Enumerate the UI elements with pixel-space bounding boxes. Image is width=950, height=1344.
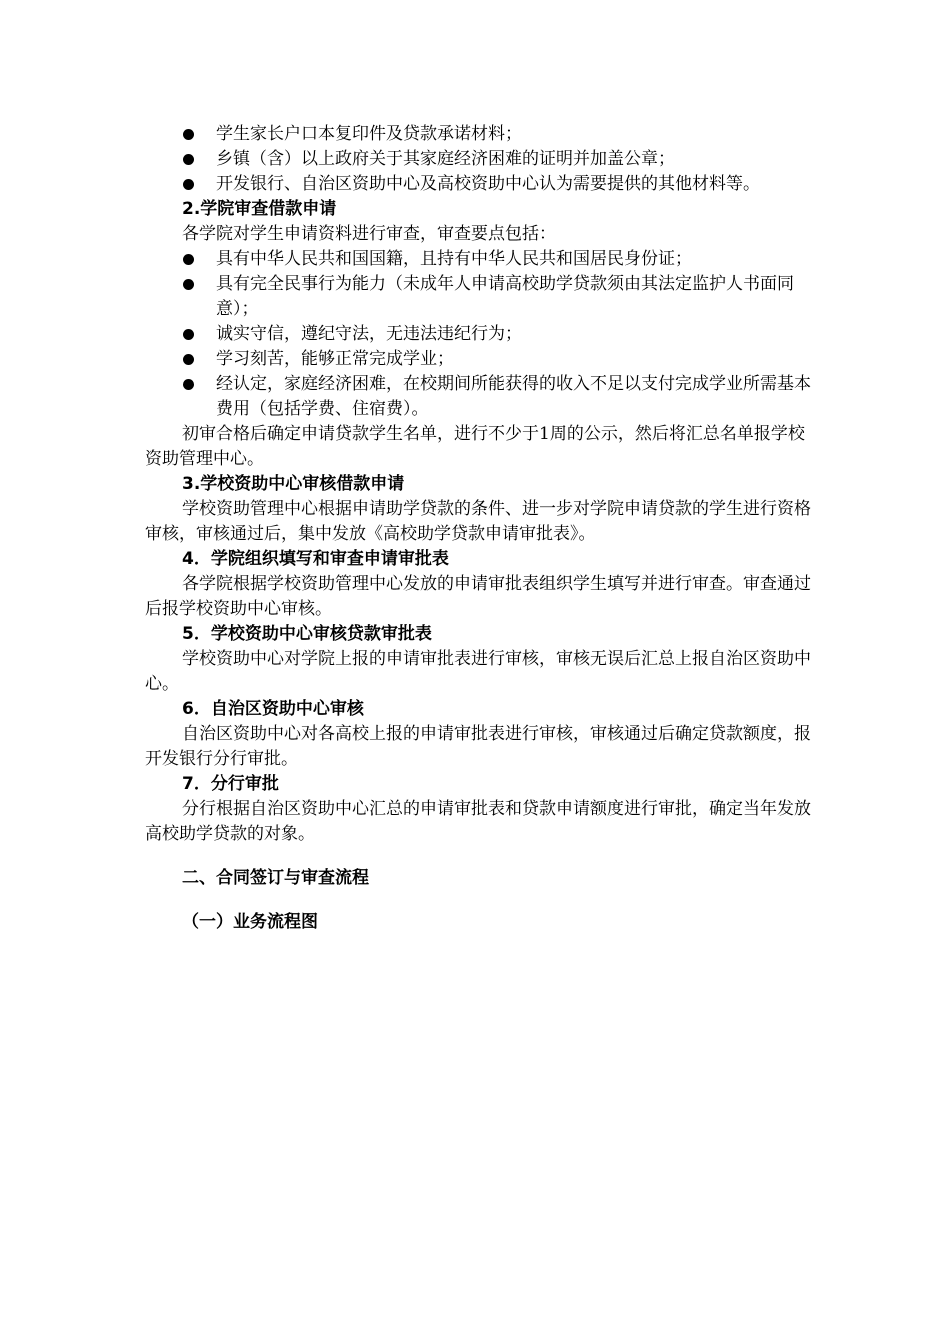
section-heading: 6．自治区资助中心审核 — [182, 699, 364, 719]
paragraph: 自治区资助中心对各高校上报的申请审批表进行审核，审核通过后确定贷款额度，报开发银行分行审批。 — [145, 724, 811, 769]
bullet-text: 诚实守信，遵纪守法，无违法违纪行为； — [216, 324, 522, 344]
section-heading: 3.学校资助中心审核借款申请 — [182, 474, 405, 494]
bullet-text: 开发银行、自治区资助中心及高校资助中心认为需要提供的其他材料等。 — [216, 174, 760, 194]
bullet-text: 具有中华人民共和国国籍，且持有中华人民共和国居民身份证； — [216, 249, 692, 269]
bullet-icon — [183, 154, 194, 165]
bullet-text: 学习刻苦，能够正常完成学业； — [216, 349, 454, 369]
bullet-item — [145, 347, 813, 372]
bullet-icon — [183, 329, 194, 340]
bullet-icon — [183, 129, 194, 140]
paragraph: 学校资助管理中心根据申请助学贷款的条件、进一步对学院申请贷款的学生进行资格审核，审核通过后，集中发放《高校助学贷款申请审批表》。 — [145, 499, 811, 544]
section-heading: 2.学院审查借款申请 — [182, 199, 337, 219]
bullet-icon — [183, 354, 194, 365]
spacer — [145, 891, 813, 910]
section-heading: 5．学校资助中心审核贷款审批表 — [182, 624, 432, 644]
bullet-text: 学生家长户口本复印件及贷款承诺材料； — [216, 124, 522, 144]
section-heading: 4．学院组织填写和审查申请审批表 — [182, 549, 449, 569]
bullet-item — [145, 122, 813, 147]
paragraph: 各学院根据学校资助管理中心发放的申请审批表组织学生填写并进行审查。审查通过后报学校资助中心审核。 — [145, 574, 811, 619]
bullet-item — [145, 272, 813, 322]
bullet-item — [145, 247, 813, 272]
paragraph: 初审合格后确定申请贷款学生名单，进行不少于1周的公示，然后将汇总名单报学校资助管理中心。 — [145, 424, 805, 469]
bullet-item — [145, 147, 813, 172]
part-heading: 二、合同签订与审查流程 — [182, 868, 369, 888]
paragraph: 分行根据自治区资助中心汇总的申请审批表和贷款申请额度进行审批，确定当年发放高校助学贷款的对象。 — [145, 799, 811, 844]
bullet-icon — [183, 179, 194, 190]
spacer — [145, 847, 813, 866]
bullet-icon — [183, 254, 194, 265]
bullet-text: 乡镇（含）以上政府关于其家庭经济困难的证明并加盖公章； — [216, 149, 675, 169]
bullet-item — [145, 172, 813, 197]
bullet-icon — [183, 279, 194, 290]
bullet-item — [145, 372, 813, 422]
sub-heading: （一）业务流程图 — [182, 912, 318, 932]
section-heading: 7．分行审批 — [182, 774, 279, 794]
paragraph: 学校资助中心对学院上报的申请审批表进行审核，审核无误后汇总上报自治区资助中心。 — [145, 649, 811, 694]
bullet-item — [145, 322, 813, 347]
bullet-text: 具有完全民事行为能力（未成年人申请高校助学贷款须由其法定监护人书面同意）； — [216, 274, 794, 319]
bullet-text: 经认定，家庭经济困难，在校期间所能获得的收入不足以支付完成学业所需基本费用（包括学费、住宿费）。 — [216, 374, 811, 419]
document-page — [145, 122, 813, 935]
bullet-icon — [183, 379, 194, 390]
paragraph: 各学院对学生申请资料进行审查，审查要点包括： — [182, 224, 556, 244]
